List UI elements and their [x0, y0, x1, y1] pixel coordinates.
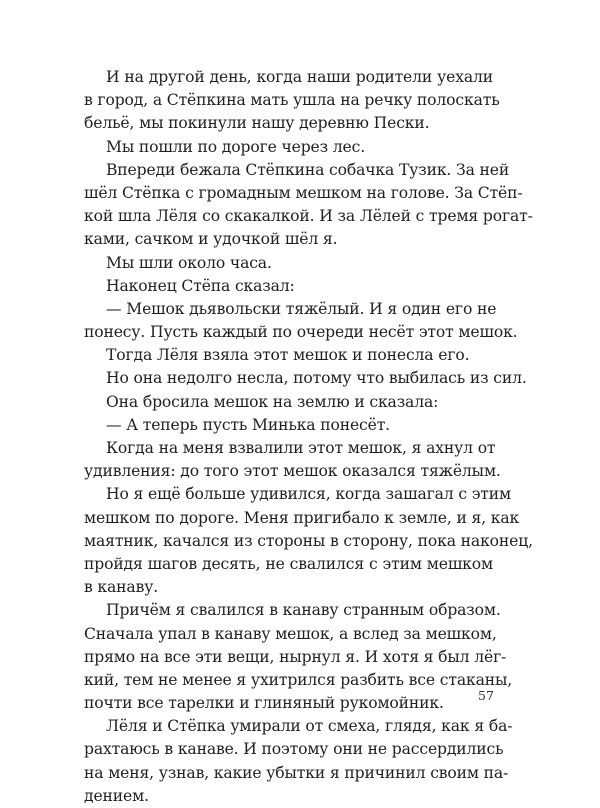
text-line: пройдя шагов десять, не свалился с этим мешком — [84, 554, 493, 573]
text-line: Но я ещё больше удивился, когда зашагал с этим — [106, 485, 511, 504]
text-line: на меня, узнав, какие убытки я причинил своим па- — [84, 763, 509, 782]
text-line: бельё, мы покинули нашу деревню Пески. — [84, 114, 430, 133]
text-line: Когда на меня взвалили этот мешок, я ахнул от — [106, 439, 496, 457]
text-line: прямо на все эти вещи, нырнул я. И хотя я был лёг- — [84, 647, 507, 666]
text-line: Лёля и Стёпка умирали от смеха, глядя, как я ба- — [106, 717, 513, 736]
text-line: почти все тарелки и глиняный рукомойник. — [84, 694, 444, 713]
text-line: Наконец Стёпа сказал: — [106, 276, 295, 295]
text-line: Причём я свалился в канаву странным образом. — [106, 601, 501, 620]
text-line: шёл Стёпка с громадным мешком на голове. За Стёп- — [84, 183, 523, 202]
text-line: рахтаюсь в канаве. И поэтому они не рассердились — [84, 740, 504, 759]
text-line: в город, а Стёпкина мать ушла на речку полоскать — [84, 91, 500, 110]
text-line: Мы шли около часа. — [106, 253, 272, 272]
text-line: ками, сачком и удочкой шёл я. — [84, 230, 338, 249]
text-line: Сначала упал в канаву мешок, а вслед за мешком, — [84, 624, 497, 643]
text-line: мешком по дороге. Меня пригибало к земле, и я, как — [84, 508, 520, 527]
text-line: Впереди бежала Стёпкина собачка Тузик. За ней — [106, 160, 510, 179]
text-line: Тогда Лёля взяла этот мешок и понесла его. — [106, 346, 470, 365]
text-line: Но она недолго несла, потому что выбилась из сил. — [106, 369, 527, 388]
text-line: понесу. Пусть каждый по очереди несёт этот мешок. — [84, 323, 518, 342]
text-line: И на другой день, когда наши родители уехали — [106, 68, 493, 86]
text-line: кой шла Лёля со скакалкой. И за Лёлей с тремя рогат- — [84, 207, 533, 226]
text-line: кий, тем не менее я ухитрился разбить все стаканы, — [84, 670, 513, 689]
page-number: 57 — [478, 688, 494, 703]
text-line: удивления: до того этот мешок оказался тяжёлым. — [84, 462, 501, 481]
text-line: в канаву. — [84, 578, 159, 597]
text-line: — А теперь пусть Минька понесёт. — [106, 415, 390, 434]
text-line: Она бросила мешок на землю и сказала: — [106, 392, 439, 411]
text-line: дением. — [84, 786, 149, 805]
text-line: — Мешок дьявольски тяжёлый. И я один его не — [106, 299, 497, 318]
text-line: Мы пошли по дороге через лес. — [106, 137, 366, 156]
page-text — [84, 66, 533, 808]
text-line: маятник, качался из стороны в сторону, пока наконец, — [84, 531, 533, 550]
